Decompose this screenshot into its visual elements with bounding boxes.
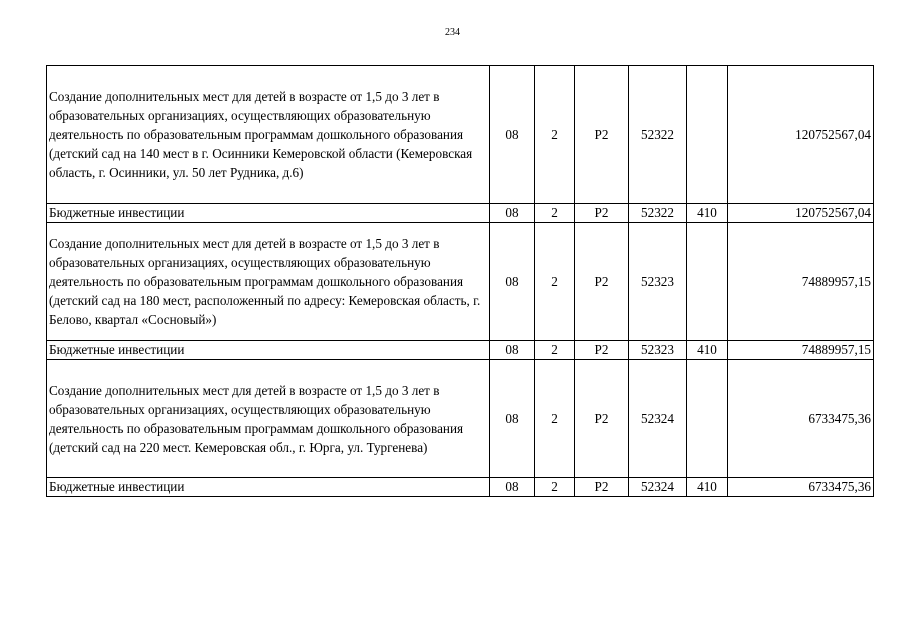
row-direction: 52323 [629, 223, 687, 341]
row-subsection: 2 [535, 478, 575, 497]
table-row [47, 341, 874, 360]
row-subsection: 2 [535, 223, 575, 341]
row-description: Бюджетные инвестиции [47, 204, 490, 223]
row-description: Создание дополнительных мест для детей в возрасте от 1,5 до 3 лет в образовательных организациях, осуществляющих образовательную деятельность по образовательным программам дошкольного образования (детский сад на 140 мест в г. Осинники Кемеровской области (Кемеровская область, г. Осинники, ул. 50 лет Рудника, д.6) [47, 66, 490, 204]
row-amount: 74889957,15 [728, 223, 874, 341]
row-section: 08 [490, 360, 535, 478]
row-description: Создание дополнительных мест для детей в возрасте от 1,5 до 3 лет в образовательных организациях, осуществляющих образовательную деятельность по образовательным программам дошкольного образования (детский сад на 180 мест, расположенный по адресу: Кемеровская область, г. Белово, квартал «Сосновый») [47, 223, 490, 341]
table-row [47, 66, 874, 204]
row-program: P2 [575, 360, 629, 478]
row-section: 08 [490, 341, 535, 360]
row-description: Бюджетные инвестиции [47, 478, 490, 497]
row-expense-type: 410 [687, 341, 728, 360]
row-program: P2 [575, 223, 629, 341]
table-row [47, 204, 874, 223]
row-expense-type [687, 66, 728, 204]
row-subsection: 2 [535, 360, 575, 478]
row-amount: 6733475,36 [728, 478, 874, 497]
row-subsection: 2 [535, 66, 575, 204]
row-section: 08 [490, 478, 535, 497]
budget-table [46, 65, 874, 497]
row-expense-type: 410 [687, 478, 728, 497]
page-number: 234 [445, 27, 460, 38]
table-row [47, 478, 874, 497]
row-direction: 52322 [629, 204, 687, 223]
row-program: P2 [575, 478, 629, 497]
row-direction: 52324 [629, 360, 687, 478]
table-row [47, 223, 874, 341]
row-section: 08 [490, 204, 535, 223]
row-subsection: 2 [535, 204, 575, 223]
row-program: P2 [575, 204, 629, 223]
row-direction: 52323 [629, 341, 687, 360]
row-amount: 74889957,15 [728, 341, 874, 360]
row-amount: 6733475,36 [728, 360, 874, 478]
row-description: Бюджетные инвестиции [47, 341, 490, 360]
row-subsection: 2 [535, 341, 575, 360]
table-row [47, 360, 874, 478]
row-direction: 52324 [629, 478, 687, 497]
row-direction: 52322 [629, 66, 687, 204]
row-amount: 120752567,04 [728, 66, 874, 204]
row-expense-type [687, 223, 728, 341]
row-section: 08 [490, 66, 535, 204]
row-expense-type: 410 [687, 204, 728, 223]
row-program: P2 [575, 341, 629, 360]
row-amount: 120752567,04 [728, 204, 874, 223]
row-section: 08 [490, 223, 535, 341]
row-expense-type [687, 360, 728, 478]
row-program: P2 [575, 66, 629, 204]
row-description: Создание дополнительных мест для детей в возрасте от 1,5 до 3 лет в образовательных организациях, осуществляющих образовательную деятельность по образовательным программам дошкольного образования (детский сад на 220 мест. Кемеровская обл., г. Юрга, ул. Тургенева) [47, 360, 490, 478]
